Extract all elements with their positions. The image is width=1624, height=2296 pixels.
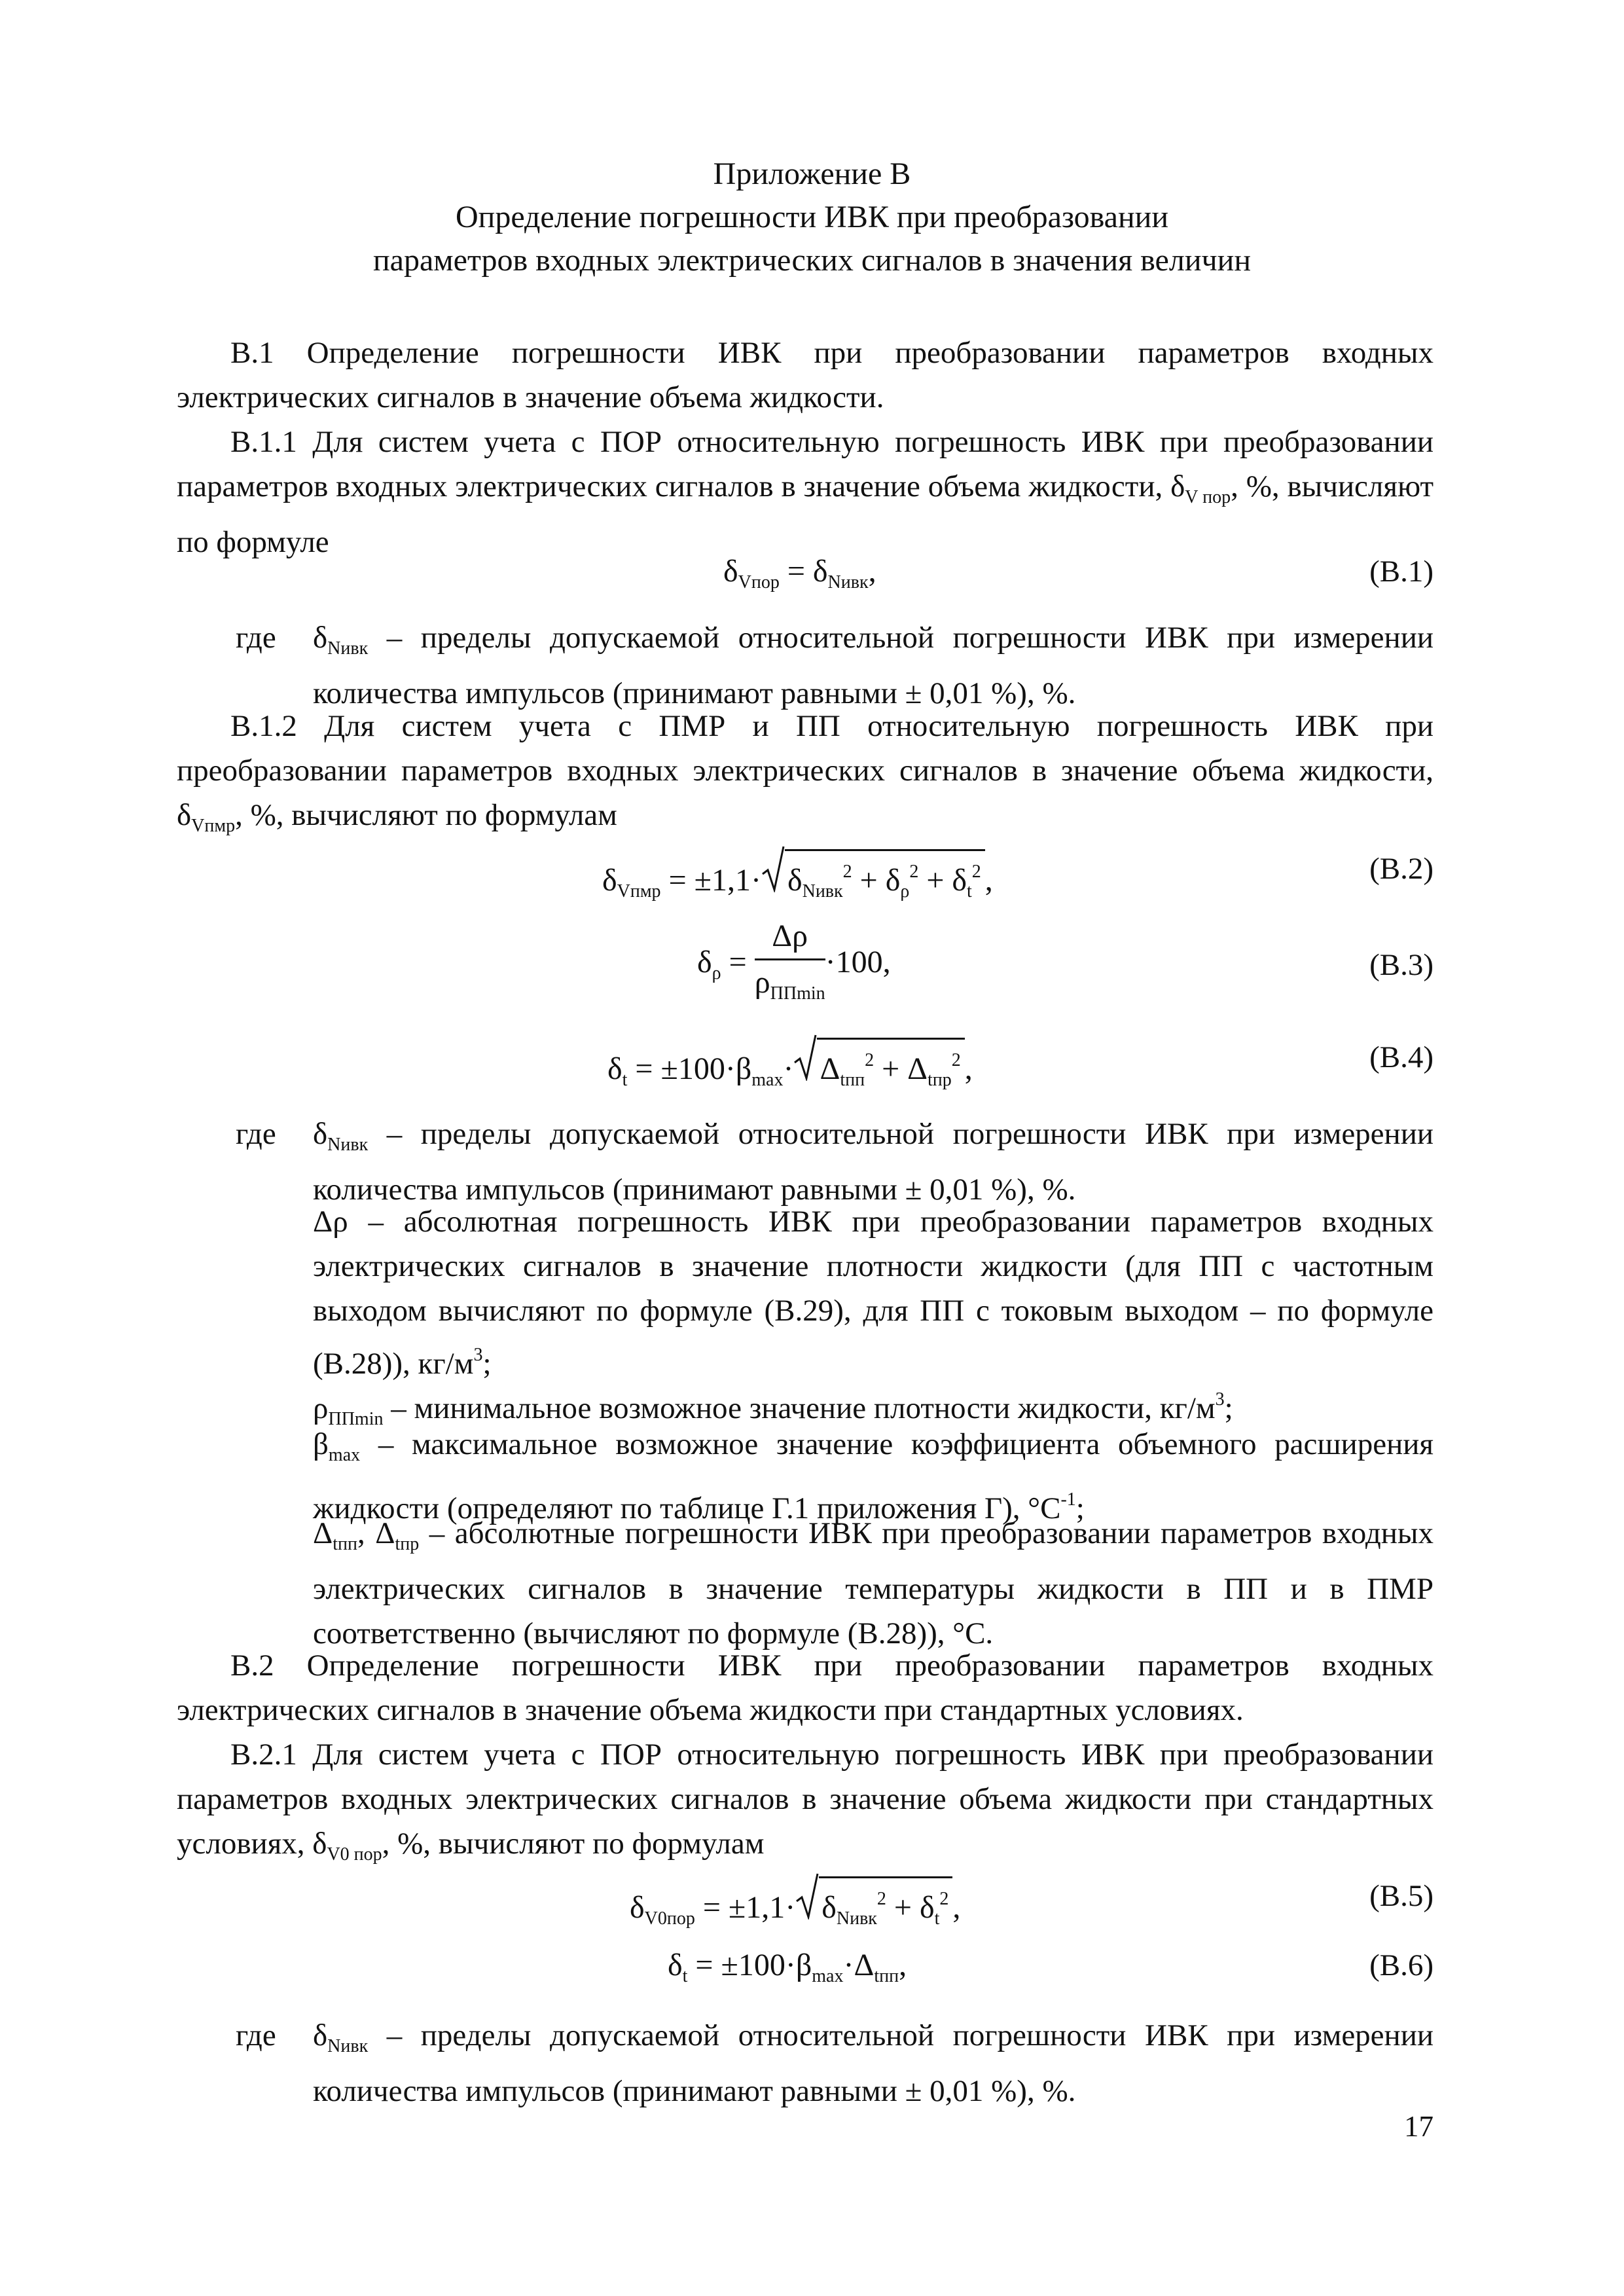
section-b2-1: В.2.1 Для систем учета с ПОР относительную погрешность ИВК при преобразовании параметров входных электрических сигналов в значение объема жидкости при стандартных условиях, $\delta_{V0 пор}$, %, вычисляют по формулам (177, 1738, 1434, 1865)
formula-b5-number: (В.5) (1369, 1879, 1434, 1913)
section-b1: В.1 Определение погрешности ИВК при преобразовании параметров входных электрических сигналов в значение объема жидкости. (177, 336, 1434, 414)
section-b2: В.2 Определение погрешности ИВК при преобразовании параметров входных электрических сигналов в значение объема жидкости при стандартных условиях. (177, 1649, 1434, 1727)
formula-b3: $\delta_\rho$ = $\frac{\Delta\rho}{\rho_{ППmin}}$ ·100, (697, 917, 891, 1013)
formula-b2-number: (В.2) (1369, 852, 1434, 886)
page-number: 17 (1404, 2110, 1434, 2143)
sqrt-b4: $\Delta_{tпп}^2 + \Delta_{tпр}^2$ (793, 1038, 964, 1100)
definition-beta-max: $\beta_{max}$ – максимальное возможное значение коэффициента объемного расширения жидкости (определяют по таблице Г.1 приложения Г), $^\circ С^{-1}$; (313, 1427, 1434, 1525)
appendix-subtitle-2: параметров входных электрических сигналов в значения величин (372, 243, 1252, 278)
definition-rho-min: $\rho_{ППmin}$ – минимальное возможное значение плотности жидкости, $кг/м^3$; (313, 1389, 1233, 1429)
where-label-1: где (236, 621, 276, 655)
definition-nivk-1: $\delta_{Nивк}$ – пределы допускаемой относительной погрешности ИВК при измерении количества импульсов (принимают равными ± 0,01 %), %. (313, 621, 1434, 710)
formula-b6-number: (В.6) (1369, 1948, 1434, 1982)
appendix-title: Приложение В (713, 156, 911, 191)
formula-b2: $\delta_{Vпмр} = \pm 1,1\cdot$ $\delta_{Nивк}^2 + \delta_\rho^2 + \delta_t^2$ , (602, 849, 993, 911)
fraction-b3: $\frac{\Delta\rho}{\rho_{ППmin}}$ (755, 917, 825, 1013)
where-label-2: где (236, 1117, 276, 1151)
formula-b5: $\delta_{V0пор} = \pm 1,1\cdot$ $\delta_{Nивк}^2 + \delta_t^2$ , (630, 1876, 960, 1939)
formula-b4-number: (В.4) (1369, 1040, 1434, 1074)
formula-b6: $\delta_t = \pm 100\cdot\beta_{max}\cdot\Delta_{tпп}$, (668, 1948, 907, 1986)
formula-b3-number: (В.3) (1369, 948, 1434, 982)
appendix-subtitle-1: Определение погрешности ИВК при преобразовании (455, 200, 1169, 234)
where-label-3: где (236, 2018, 276, 2052)
sqrt-b2: $\delta_{Nивк}^2 + \delta_\rho^2 + \delta_t^2$ (761, 849, 985, 911)
definition-nivk-2: $\delta_{Nивк}$ – пределы допускаемой относительной погрешности ИВК при измерении количества импульсов (принимают равными ± 0,01 %), %. (313, 1117, 1434, 1207)
section-b1-1: В.1.1 Для систем учета с ПОР относительную погрешность ИВК при преобразовании параметров входных электрических сигналов в значение объема жидкости, $\delta_{V пор}$, %, вычисляют по формуле (177, 425, 1434, 559)
definition-delta-t: $\Delta_{tпп}$, $\Delta_{tпр}$ – абсолютные погрешности ИВК при преобразовании параметров входных электрических сигналов в значение температуры жидкости в ПП и в ПМР соответственно (вычисляют по формуле (В.28)), °С. (313, 1516, 1434, 1650)
formula-b1-number: (В.1) (1369, 555, 1434, 589)
sqrt-b5: $\delta_{Nивк}^2 + \delta_t^2$ (795, 1876, 952, 1939)
formula-b1: $\delta_{Vпор} = \delta_{Nивк}$, (723, 554, 876, 592)
definition-nivk-3: $\delta_{Nивк}$ – пределы допускаемой относительной погрешности ИВК при измерении количества импульсов (принимают равными ± 0,01 %), %. (313, 2018, 1434, 2108)
formula-b4: $\delta_t = \pm 100\cdot\beta_{max}\cdot$ $\Delta_{tпп}^2 + \Delta_{tпр}^2$ , (607, 1038, 973, 1100)
definition-drho: Δρ – абсолютная погрешность ИВК при преобразовании параметров входных электрических сигналов в значение плотности жидкости (для ПП с частотным выходом вычисляют по формуле (В.29), для ПП с токовым выходом – по формуле (В.28)), $кг/м^3$; (313, 1205, 1434, 1381)
section-b1-2: В.1.2 Для систем учета с ПМР и ПП относительную погрешность ИВК при преобразовании параметров входных электрических сигналов в значение объема жидкости, $\delta_{Vпмр}$, %, вычисляют по формулам (177, 709, 1434, 836)
